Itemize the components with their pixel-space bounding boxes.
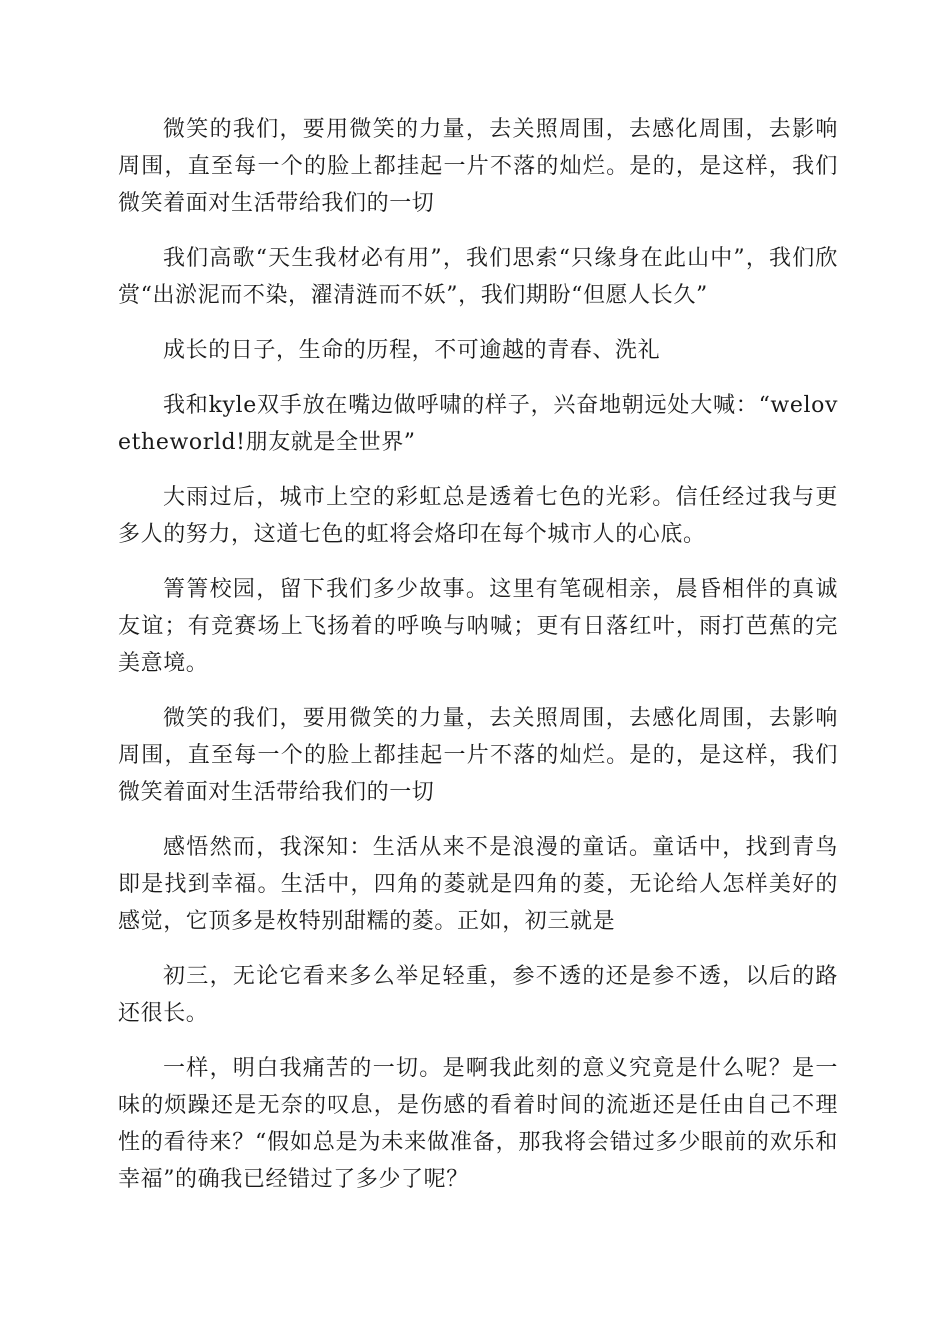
paragraph-6: 箐箐校园，留下我们多少故事。这里有笔砚相亲，晨昏相伴的真诚友谊；有竞赛场上飞扬着的呼唤与呐喊；更有日落红叶，雨打芭蕉的完美意境。 <box>118 577 838 676</box>
paragraph-5: 大雨过后，城市上空的彩虹总是透着七色的光彩。信任经过我与更多人的努力，这道七色的虹将会烙印在每个城市人的心底。 <box>118 485 838 547</box>
paragraph-7: 微笑的我们，要用微笑的力量，去关照周围，去感化周围，去影响周围，直至每一个的脸上都挂起一片不落的灿烂。是的，是这样，我们微笑着面对生活带给我们的一切 <box>118 706 838 805</box>
paragraph-8: 感悟然而，我深知：生活从来不是浪漫的童话。童话中，找到青鸟即是找到幸福。生活中，四角的菱就是四角的菱，无论给人怎样美好的感觉，它顶多是枚特别甜糯的菱。正如，初三就是 <box>118 835 838 934</box>
document-body <box>118 111 838 1216</box>
paragraph-9: 初三，无论它看来多么举足轻重，参不透的还是参不透，以后的路还很长。 <box>118 964 838 1026</box>
paragraph-3: 成长的日子，生命的历程，不可逾越的青春、洗礼 <box>163 338 661 363</box>
paragraph-2: 我们高歌“天生我材必有用”，我们思索“只缘身在此山中”，我们欣赏“出淤泥而不染，濯清涟而不妖”，我们期盼“但愿人长久” <box>118 246 838 308</box>
paragraph-4: 我和kyle双手放在嘴边做呼啸的样子，兴奋地朝远处大喊：“welovetheworld!朋友就是全世界” <box>118 393 838 455</box>
paragraph-10: 一样，明白我痛苦的一切。是啊我此刻的意义究竟是什么呢？是一味的烦躁还是无奈的叹息，是伤感的看着时间的流逝还是任由自己不理性的看待来？“假如总是为未来做准备，那我将会错过多少眼前的欢乐和幸福”的确我已经错过了多少了呢？ <box>118 1056 838 1192</box>
paragraph-1: 微笑的我们，要用微笑的力量，去关照周围，去感化周围，去影响周围，直至每一个的脸上都挂起一片不落的灿烂。是的，是这样，我们微笑着面对生活带给我们的一切 <box>118 117 838 216</box>
